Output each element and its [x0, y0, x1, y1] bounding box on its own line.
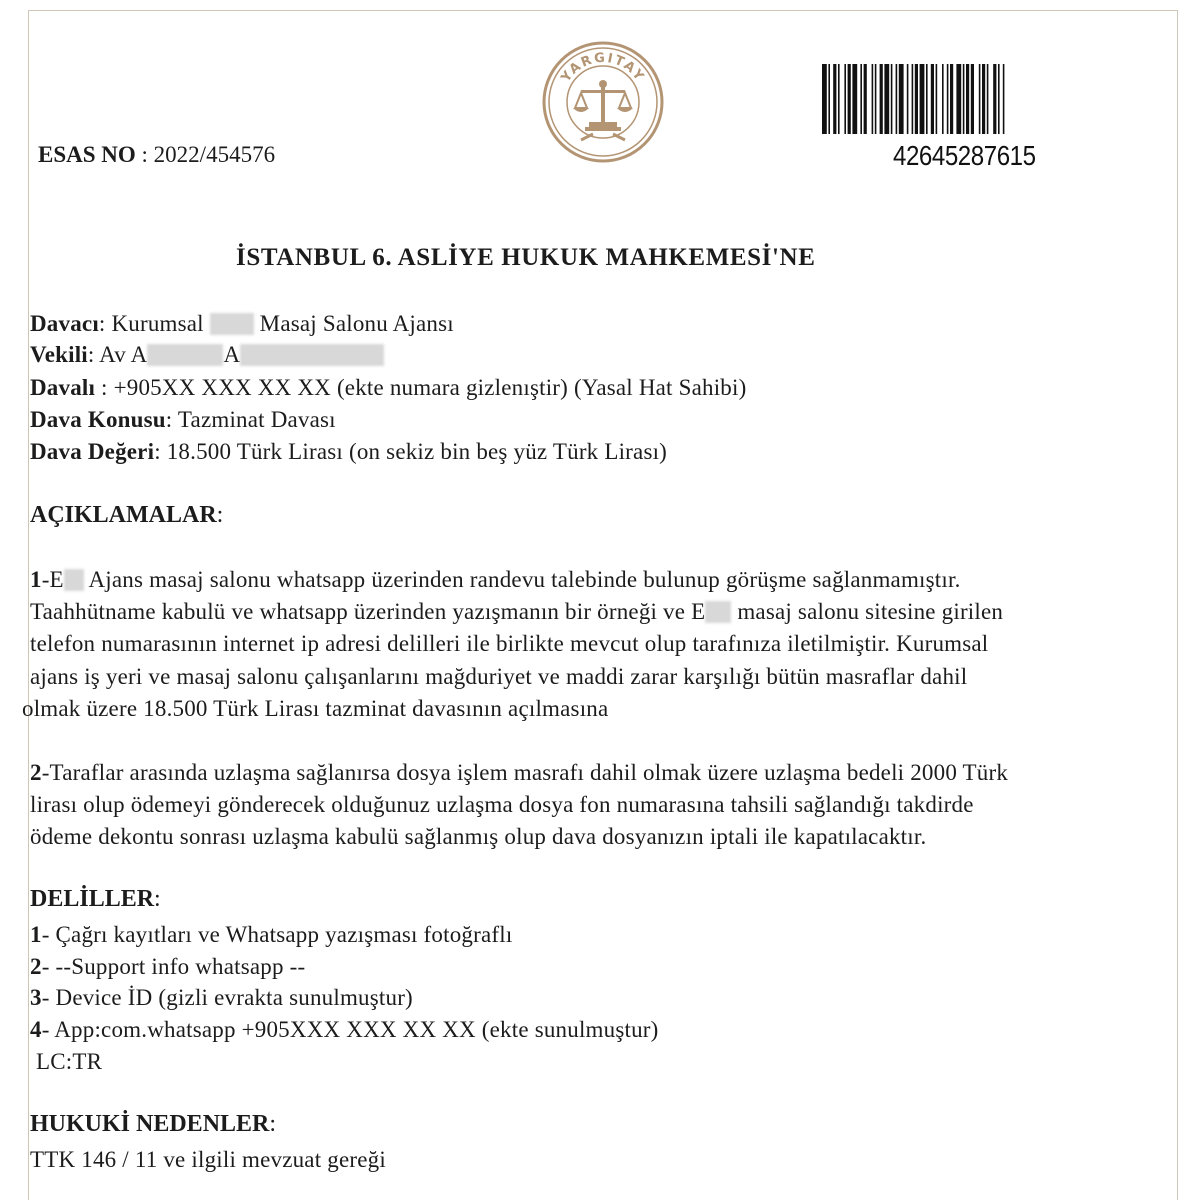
vekili-label: Vekili: [30, 342, 88, 367]
vekili-line: [30, 340, 384, 370]
esas-no: [38, 142, 275, 168]
dava-degeri-value: : 18.500 Türk Lirası (on sekiz bin beş yüz Türk Lirası): [154, 439, 668, 464]
aciklama-2-line-3: ödeme dekontu sonrası uzlaşma kabulü sağlanmış olup dava dosyanızın iptali ile kapatılacaktır.: [30, 824, 927, 849]
aciklamalar-heading: AÇIKLAMALAR:: [30, 502, 224, 528]
page-title: İSTANBUL 6. ASLİYE HUKUK MAHKEMESİ'NE: [236, 244, 816, 271]
delil-item-4: 4- App:com.whatsapp +905XXX XXX XX XX (ekte sunulmuştur): [30, 1017, 659, 1042]
dava-degeri-line: [30, 437, 667, 467]
aciklama-1-line-4: ajans iş yeri ve masaj salonu çalışanlarını mağduriyet ve maddi zarar karşılığı bütün masraflar dahil: [30, 664, 968, 689]
aciklama-1-line-1: 1-E Ajans masaj salonu whatsapp üzerinden randevu talebinde bulunup görüşme sağlanmamıştır.: [30, 567, 961, 592]
aciklama-1-line-3: telefon numarasının internet ip adresi delilleri ile birlikte mevcut olup tarafınıza iletilmiştir. Kurumsal: [30, 631, 989, 656]
delil-item-2: 2- --Support info whatsapp --: [30, 954, 306, 979]
delil-item-3: 3- Device İD (gizli evrakta sunulmuştur): [30, 985, 413, 1010]
yargitay-seal-icon: [541, 40, 665, 164]
redaction-box: [147, 344, 223, 366]
barcode-number: 42645287615: [893, 140, 1036, 171]
aciklama-2-line-2: lirası olup ödemeyi gönderecek olduğunuz uzlaşma dosya fon numarasına tahsili sağlandığı takdirde: [30, 792, 974, 817]
dava-degeri-label: Dava Değeri: [30, 439, 155, 464]
svg-text:YARGITAY: YARGITAY: [558, 50, 648, 86]
davali-line: [30, 373, 746, 403]
item-number: 2: [30, 760, 42, 785]
davaci-label: Davacı: [30, 311, 99, 336]
aciklama-1-line-5: olmak üzere 18.500 Türk Lirası tazminat davasının açılmasına: [22, 696, 609, 721]
davali-value: : +905XX XXX XX XX (ekte numara gizlenıştir) (Yasal Hat Sahibi): [95, 375, 747, 400]
aciklama-2-line-1: 2-Taraflar arasında uzlaşma sağlanırsa dosya işlem masrafı dahil olmak üzere uzlaşma bedeli 2000 Türk: [30, 760, 1009, 785]
dava-konusu-line: [30, 405, 336, 435]
deliller-heading: DELİLLER:: [30, 886, 161, 912]
vekili-pre: : Av A: [87, 342, 148, 367]
delil-lc: LC:TR: [30, 1049, 103, 1074]
davali-label: Davalı: [30, 375, 96, 400]
esas-label: ESAS NO: [38, 142, 136, 167]
redaction-box: [240, 344, 384, 366]
davaci-line: [30, 309, 454, 339]
dava-konusu-label: Dava Konusu: [30, 407, 166, 432]
hukuki-nedenler-text: TTK 146 / 11 ve ilgili mevzuat gereği: [30, 1147, 386, 1172]
aciklama-1-line-2: Taahhütname kabulü ve whatsapp üzerinden yazışmanın bir örneği ve E masaj salonu sitesine girilen: [30, 599, 1004, 624]
redaction-box: [64, 569, 84, 591]
davaci-post: Masaj Salonu Ajansı: [253, 311, 454, 336]
redaction-box: [705, 601, 731, 623]
davaci-pre: : Kurumsal: [98, 311, 210, 336]
vekili-mid: A: [223, 342, 241, 367]
barcode-icon: [822, 64, 1114, 134]
hukuki-nedenler-heading: HUKUKİ NEDENLER:: [30, 1111, 277, 1137]
esas-value: : 2022/454576: [135, 142, 276, 167]
item-number: 1: [30, 567, 42, 592]
dava-konusu-value: : Tazminat Davası: [165, 407, 336, 432]
delil-item-1: 1- Çağrı kayıtları ve Whatsapp yazışması fotoğraflı: [30, 922, 513, 947]
redaction-box: [210, 313, 254, 335]
